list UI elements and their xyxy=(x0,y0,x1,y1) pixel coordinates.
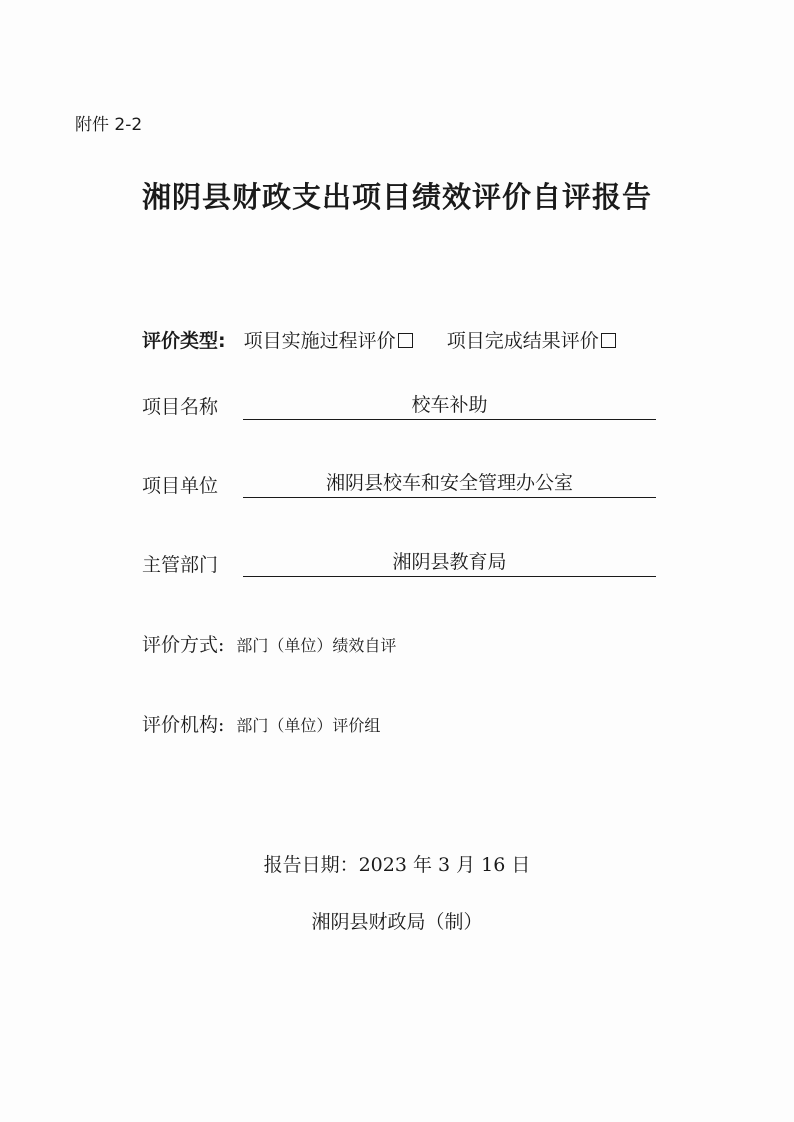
department-value: 湘阴县教育局 xyxy=(392,551,507,573)
evaluation-method-row xyxy=(142,630,396,657)
evaluation-type-label: 评价类型: xyxy=(142,330,226,352)
project-unit-value: 湘阴县校车和安全管理办公室 xyxy=(325,472,573,494)
page-title: 湘阴县财政支出项目绩效评价自评报告 xyxy=(141,180,652,214)
project-name-label: 项目名称 xyxy=(142,396,219,418)
project-name-value: 校车补助 xyxy=(411,394,488,416)
option-process-label: 项目实施过程评价 xyxy=(243,330,396,352)
department-field xyxy=(243,548,656,577)
issuer: 湘阴县财政局（制） xyxy=(311,911,483,933)
evaluation-institution-label: 评价机构: xyxy=(142,714,225,736)
checkbox-icon[interactable] xyxy=(398,333,413,348)
evaluation-method-label: 评价方式: xyxy=(142,634,225,656)
department-label: 主管部门 xyxy=(142,554,219,576)
option-process-evaluation[interactable] xyxy=(244,330,419,352)
evaluation-institution-row xyxy=(142,710,380,737)
option-result-evaluation[interactable] xyxy=(447,330,616,352)
project-unit-label: 项目单位 xyxy=(142,475,219,497)
evaluation-type-row xyxy=(142,326,616,353)
checkbox-icon[interactable] xyxy=(601,333,616,348)
project-unit-field xyxy=(243,469,656,498)
attachment-label: 附件 2-2 xyxy=(75,115,143,135)
option-result-label: 项目完成结果评价 xyxy=(446,330,599,352)
evaluation-method-value: 部门（单位）绩效自评 xyxy=(236,636,397,655)
project-name-field xyxy=(243,391,656,420)
evaluation-institution-value: 部门（单位）评价组 xyxy=(236,716,381,735)
report-date: 报告日期：2023 年 3 月 16 日 xyxy=(263,854,531,876)
